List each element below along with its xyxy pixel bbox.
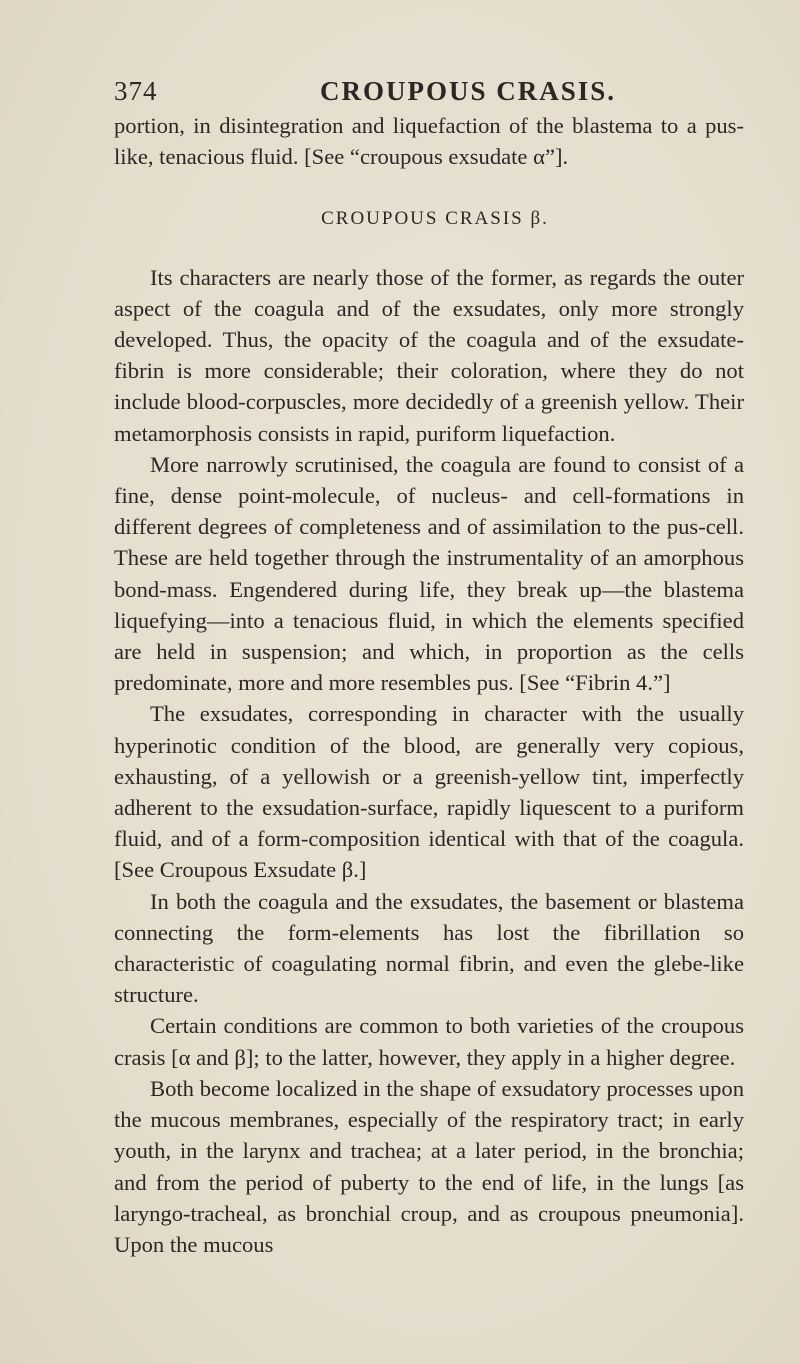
paragraph: The exsudates, corresponding in character with the usually hyperinotic condition of the blood, are generally very copious, exhausting, of a yellowish or a greenish-yellow tint, imperfectly adherent to the exsudation-surface, rapidly liquescent to a puriform fluid, and of a form-composition identical with that of the coagula. [See Croupous Exsudate β.] [114,701,744,883]
page-body [114,110,744,1260]
paragraph: Both become localized in the shape of exsudatory processes upon the mucous membranes, especially of the respiratory tract; in early youth, in the larynx and trachea; at a later period, in the bronchia; and from the period of puberty to the end of life, in the lungs [as laryngo-tracheal, as bronchial croup, and as croupous pneumonia]. Upon the mucous [114,1075,744,1257]
paragraph: More narrowly scrutinised, the coagula are found to consist of a fine, dense point-molecule, of nucleus- and cell-formations in different degrees of completeness and of assimilation to the pus-cell. These are held together through the instrumentality of an amorphous bond-mass. Engendered during life, they break up—the blastema liquefying—into a tenacious fluid, in which the elements specified are held in suspension; and which, in proportion as the cells predominate, more and more resembles pus. [See “Fibrin 4.”] [114,451,744,696]
opening-paragraph: portion, in disintegration and liquefaction of the blastema to a pus-like, tenacious fluid. [See “croupous exsudate α”]. [114,113,744,170]
paragraph: In both the coagula and the exsudates, the basement or blastema connecting the form-elements has lost the fibrillation so characteristic of coagulating normal fibrin, and even the glebe-like structure. [114,888,744,1008]
paragraph: Its characters are nearly those of the former, as regards the outer aspect of the coagula and of the exsudates, only more strongly developed. Thus, the opacity of the coagula and of the exsudate-fibrin is more considerable; their coloration, where they do not include blood-corpuscles, more decidedly of a greenish yellow. Their metamorphosis consists in rapid, puriform liquefaction. [114,264,744,446]
paragraph: Certain conditions are common to both varieties of the croupous crasis [α and β]; to the latter, however, they apply in a higher degree. [114,1013,744,1070]
running-head [114,76,744,112]
running-title: CROUPOUS CRASIS. [320,76,617,106]
page-number: 374 [114,76,158,106]
section-heading: CROUPOUS CRASIS β. [321,208,549,230]
